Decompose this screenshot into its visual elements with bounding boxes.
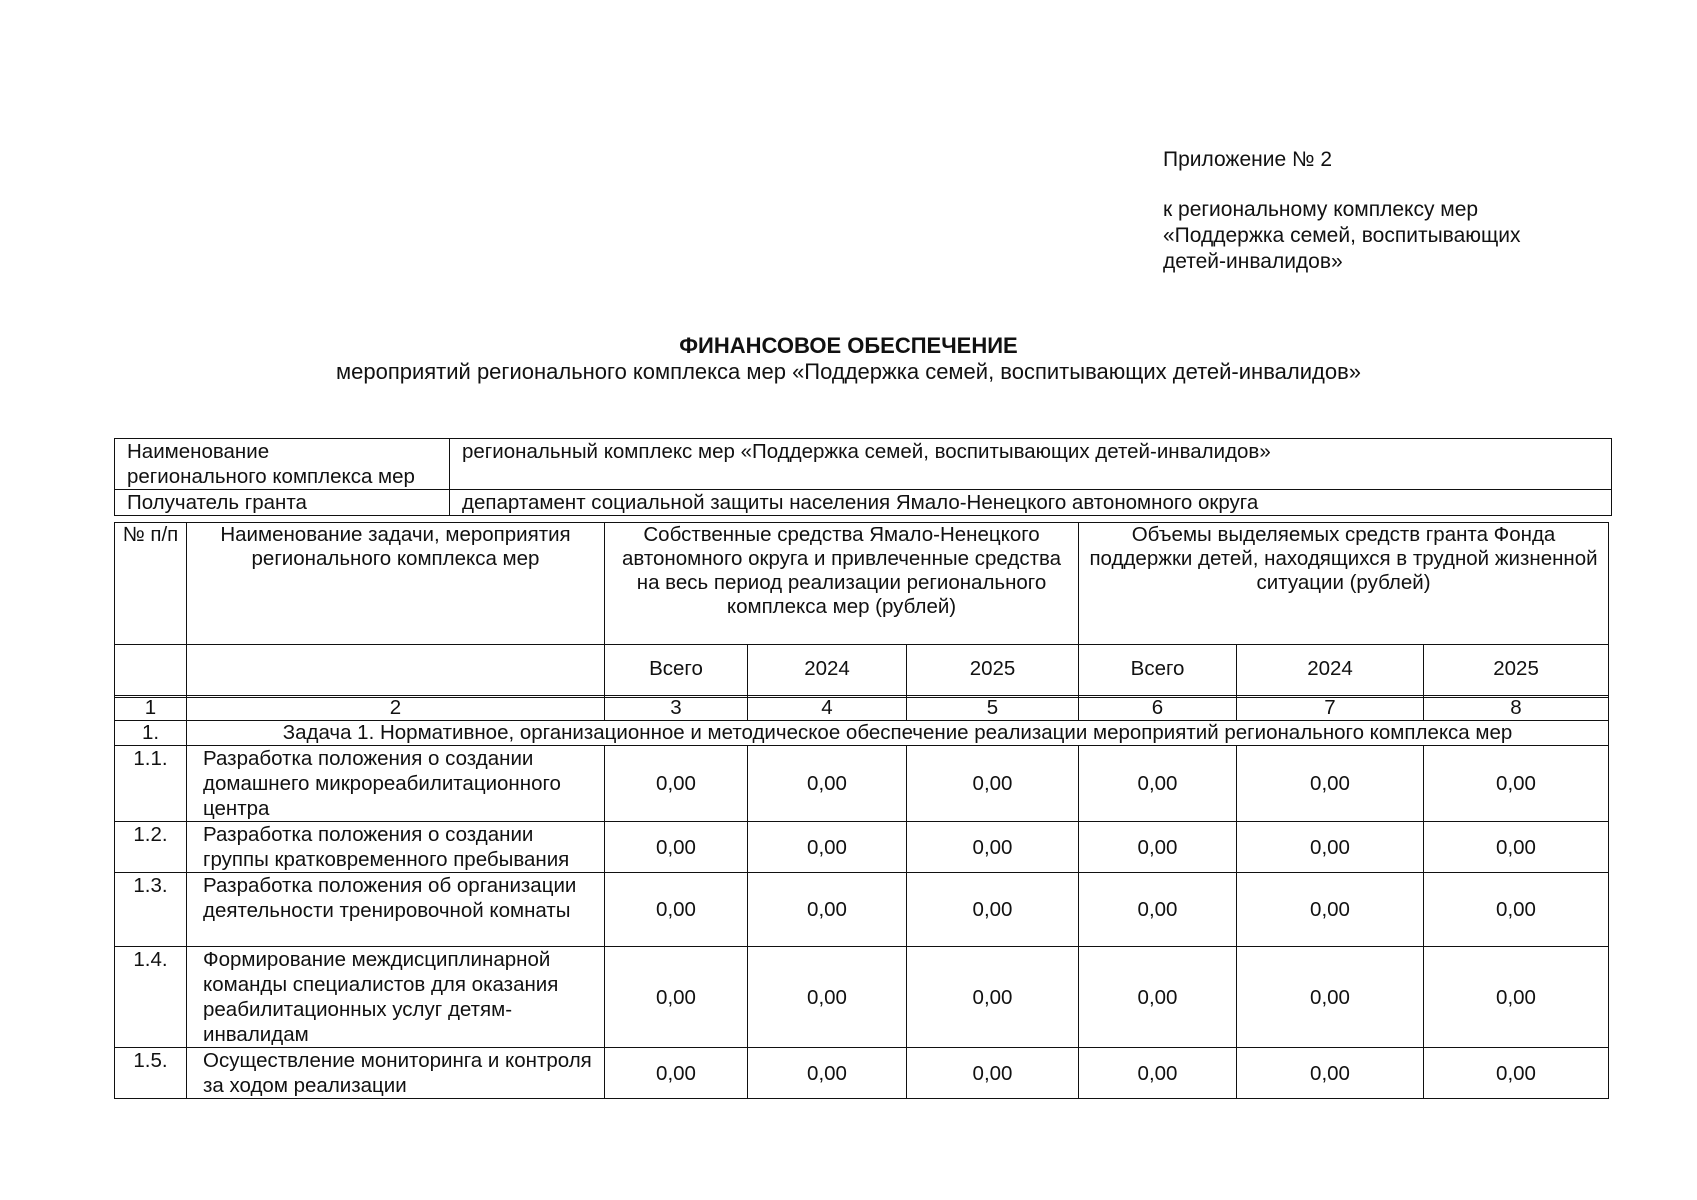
row-value — [1237, 1048, 1424, 1099]
value-text: 0,00 — [807, 1061, 847, 1085]
value-text: 0,00 — [656, 898, 696, 921]
value-text: 0,00 — [1137, 898, 1178, 921]
row-num: 1.1. — [115, 746, 187, 822]
row-value — [748, 947, 907, 1048]
header-grant-2024: 2024 — [1237, 645, 1424, 698]
value-text: 0,00 — [1137, 772, 1178, 795]
table-row — [115, 1048, 1609, 1099]
row-num: 1.5. — [115, 1048, 187, 1099]
table-row — [115, 822, 1609, 873]
annex-block — [1163, 147, 1643, 275]
value-text: 0,00 — [807, 985, 847, 1009]
row-name: Разработка положения об организации деятельности тренировочной комнаты — [187, 873, 605, 947]
row-value — [605, 822, 748, 873]
row-value — [605, 947, 748, 1048]
value-text: 0,00 — [807, 898, 847, 921]
header-own-funds: Собственные средства Ямало-Ненецкого автономного округа и привлеченные средства на весь период реализации регионального комплекса мер (рублей) — [605, 523, 1079, 645]
info-name-label-line-1: Наименование — [127, 440, 270, 463]
row-value — [1079, 822, 1237, 873]
row-value — [907, 947, 1079, 1048]
header-grant-2025: 2025 — [1424, 645, 1609, 698]
info-row-recipient — [115, 490, 1612, 516]
row-value — [1424, 746, 1609, 822]
row-value — [748, 1048, 907, 1099]
annex-number: Приложение № 2 — [1163, 148, 1333, 171]
value-text: 0,00 — [1496, 985, 1536, 1009]
row-value — [1237, 822, 1424, 873]
row-value — [605, 1048, 748, 1099]
row-value — [605, 873, 748, 947]
header-own-total: Всего — [605, 645, 748, 698]
column-index: 1 — [115, 696, 187, 721]
info-name-label — [115, 439, 450, 490]
row-value — [907, 746, 1079, 822]
row-value — [1079, 947, 1237, 1048]
annex-line-1: к региональному комплексу мер — [1163, 198, 1479, 221]
header-empty-2 — [187, 645, 605, 698]
row-value — [907, 822, 1079, 873]
row-value — [748, 822, 907, 873]
row-value — [1237, 873, 1424, 947]
value-text: 0,00 — [656, 772, 696, 795]
row-value — [1237, 746, 1424, 822]
value-text: 0,00 — [972, 898, 1013, 921]
header-own-2025: 2025 — [907, 645, 1079, 698]
column-index: 5 — [907, 696, 1079, 721]
value-text: 0,00 — [1496, 1061, 1536, 1085]
task-row — [115, 721, 1609, 746]
document-title: ФИНАНСОВОЕ ОБЕСПЕЧЕНИЕ — [679, 333, 1018, 358]
header-empty-1 — [115, 645, 187, 698]
annex-line-3: детей-инвалидов» — [1163, 250, 1343, 273]
column-index: 8 — [1424, 696, 1609, 721]
info-name-label-line-2: регионального комплекса мер — [127, 465, 415, 488]
value-text: 0,00 — [1310, 1061, 1350, 1085]
annex-line-2: «Поддержка семей, воспитывающих — [1163, 224, 1521, 247]
document-subtitle: мероприятий регионального комплекса мер «Поддержка семей, воспитывающих детей-инвалидов» — [336, 359, 1361, 384]
row-num: 1.4. — [115, 947, 187, 1048]
value-text: 0,00 — [1137, 835, 1178, 859]
info-recipient-value: департамент социальной защиты населения Ямало-Ненецкого автономного округа — [450, 490, 1612, 516]
value-text: 0,00 — [656, 1061, 696, 1085]
row-value — [748, 873, 907, 947]
info-table — [114, 438, 1612, 516]
row-name: Разработка положения о создании домашнего микрореабилитационного центра — [187, 746, 605, 822]
column-index-row — [115, 696, 1609, 721]
value-text: 0,00 — [1310, 835, 1350, 859]
info-recipient-label: Получатель гранта — [115, 490, 450, 516]
finance-table-body — [114, 695, 1609, 1099]
value-text: 0,00 — [1137, 985, 1178, 1009]
header-grant-total: Всего — [1079, 645, 1237, 698]
value-text: 0,00 — [1310, 985, 1350, 1009]
column-index: 4 — [748, 696, 907, 721]
row-value — [1424, 873, 1609, 947]
table-row — [115, 947, 1609, 1048]
value-text: 0,00 — [1496, 772, 1536, 795]
value-text: 0,00 — [972, 1061, 1013, 1085]
row-num: 1.2. — [115, 822, 187, 873]
value-text: 0,00 — [1137, 1061, 1178, 1085]
row-name: Формирование междисциплинарной команды специалистов для оказания реабилитационных услуг детям-инвалидам — [187, 947, 605, 1048]
row-value — [1079, 746, 1237, 822]
row-value — [1424, 822, 1609, 873]
info-row-name — [115, 439, 1612, 490]
row-value — [748, 746, 907, 822]
value-text: 0,00 — [656, 985, 696, 1009]
row-value — [1079, 873, 1237, 947]
row-value — [907, 873, 1079, 947]
info-name-value: региональный комплекс мер «Поддержка семей, воспитывающих детей-инвалидов» — [450, 439, 1612, 490]
header-name: Наименование задачи, мероприятия регионального комплекса мер — [187, 523, 605, 645]
row-value — [605, 746, 748, 822]
row-value — [907, 1048, 1079, 1099]
task-text: Задача 1. Нормативное, организационное и методическое обеспечение реализации мероприятий регионального комплекса мер — [187, 721, 1609, 746]
value-text: 0,00 — [972, 985, 1013, 1009]
value-text: 0,00 — [1310, 898, 1350, 921]
header-num: № п/п — [115, 523, 187, 645]
column-index: 6 — [1079, 696, 1237, 721]
column-index: 2 — [187, 696, 605, 721]
value-text: 0,00 — [807, 835, 847, 859]
header-row-1 — [115, 523, 1609, 645]
row-name: Разработка положения о создании группы кратковременного пребывания — [187, 822, 605, 873]
header-own-2024: 2024 — [748, 645, 907, 698]
column-index: 3 — [605, 696, 748, 721]
value-text: 0,00 — [1496, 835, 1536, 859]
value-text: 0,00 — [972, 772, 1013, 795]
value-text: 0,00 — [656, 835, 696, 859]
finance-table-header — [114, 522, 1609, 698]
value-text: 0,00 — [972, 835, 1013, 859]
value-text: 0,00 — [1496, 898, 1536, 921]
column-index: 7 — [1237, 696, 1424, 721]
value-text: 0,00 — [1310, 772, 1350, 795]
task-num: 1. — [115, 721, 187, 746]
header-grant-funds: Объемы выделяемых средств гранта Фонда поддержки детей, находящихся в трудной жизненной ситуации (рублей) — [1079, 523, 1609, 645]
table-row — [115, 873, 1609, 947]
value-text: 0,00 — [807, 772, 847, 795]
row-value — [1237, 947, 1424, 1048]
header-row-2 — [115, 645, 1609, 698]
row-value — [1424, 947, 1609, 1048]
row-num: 1.3. — [115, 873, 187, 947]
table-row — [115, 746, 1609, 822]
row-name: Осуществление мониторинга и контроля за ходом реализации — [187, 1048, 605, 1099]
row-value — [1424, 1048, 1609, 1099]
row-value — [1079, 1048, 1237, 1099]
